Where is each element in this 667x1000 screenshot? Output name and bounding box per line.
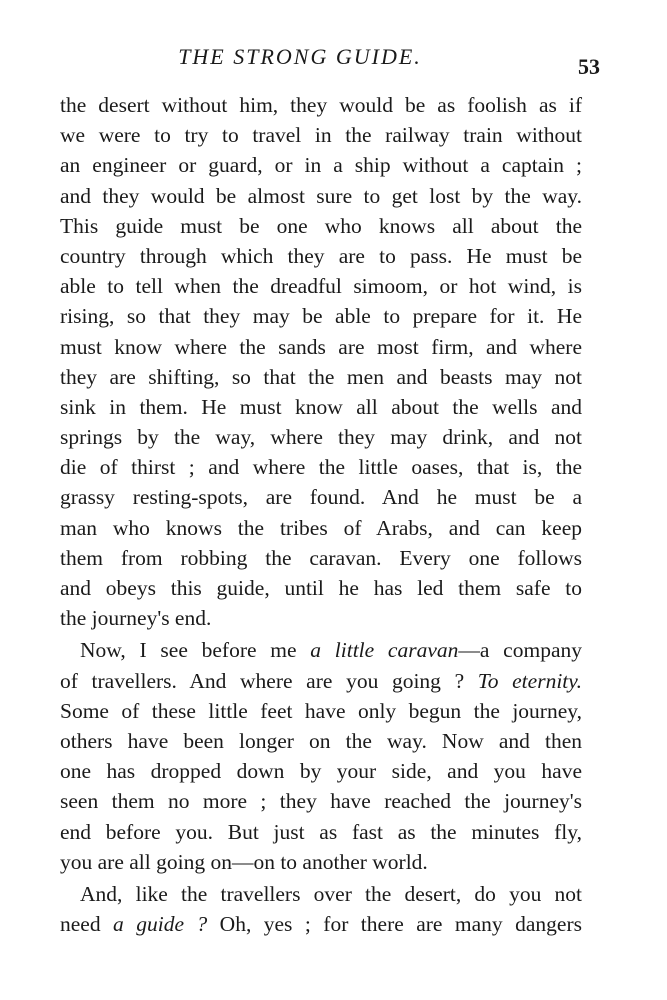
text-line: Some of these little feet have only begun the journey, — [60, 698, 582, 723]
text-line: able to tell when the dreadful simoom, or hot wind, is — [60, 274, 582, 299]
text-line: the desert without him, they would be as foolish as if — [60, 93, 582, 117]
text-line: This guide must be one who knows all about the — [60, 213, 582, 238]
text-line-with-italic — [60, 909, 582, 939]
text-run: need — [60, 912, 114, 937]
text-line: them from robbing the caravan. Every one follows — [60, 545, 582, 570]
text-line: must know where the sands are most firm, and where — [60, 334, 582, 359]
page-header — [60, 44, 600, 84]
text-line: rising, so that they may be able to prepare for it. He — [60, 304, 582, 329]
running-title: THE STRONG GUIDE. — [178, 44, 422, 69]
text-line: we were to try to travel in the railway train without — [60, 123, 582, 148]
text-line: grassy resting-spots, are found. And he must be a — [60, 485, 582, 510]
text-line: an engineer or guard, or in a ship without a captain ; — [60, 153, 582, 178]
text-run: —a company — [458, 638, 582, 663]
text-line: country through which they are to pass. He must be — [60, 243, 582, 268]
text-line: they are shifting, so that the men and beasts may not — [60, 364, 582, 389]
text-line: the journey's end. — [60, 606, 212, 631]
text-line: man who knows the tribes of Arabs, and can keep — [60, 515, 582, 540]
text-line: sink in them. He must know all about the wells and — [60, 394, 582, 419]
italic-run: a guide ? — [113, 912, 208, 937]
text-line-with-italic — [60, 666, 582, 696]
text-run: Oh, yes ; for there are many dangers — [207, 912, 582, 937]
body-text — [60, 90, 582, 939]
text-line: others have been longer on the way. Now and then — [60, 728, 582, 753]
text-line: you are all going on—on to another world. — [60, 849, 428, 874]
italic-run: To eternity. — [477, 668, 582, 693]
text-line: and obeys this guide, until he has led them safe to — [60, 576, 582, 600]
text-line: springs by the way, where they may drink, and not — [60, 425, 582, 450]
italic-run: a little caravan — [310, 638, 459, 663]
text-line: seen them no more ; they have reached the journey's — [60, 789, 582, 814]
text-run: of travellers. And where are you going ? — [60, 668, 478, 693]
text-line: one has dropped down by your side, and you have — [60, 759, 582, 784]
text-line: And, like the travellers over the desert, do you not — [80, 881, 582, 906]
page-number: 53 — [578, 54, 600, 79]
text-line-with-italic — [60, 635, 582, 665]
text-line: die of thirst ; and where the little oases, that is, the — [60, 455, 582, 480]
text-line: end before you. But just as fast as the minutes fly, — [60, 819, 582, 844]
text-line: and they would be almost sure to get lost by the way. — [60, 183, 582, 208]
text-run: Now, I see before me — [80, 638, 311, 663]
